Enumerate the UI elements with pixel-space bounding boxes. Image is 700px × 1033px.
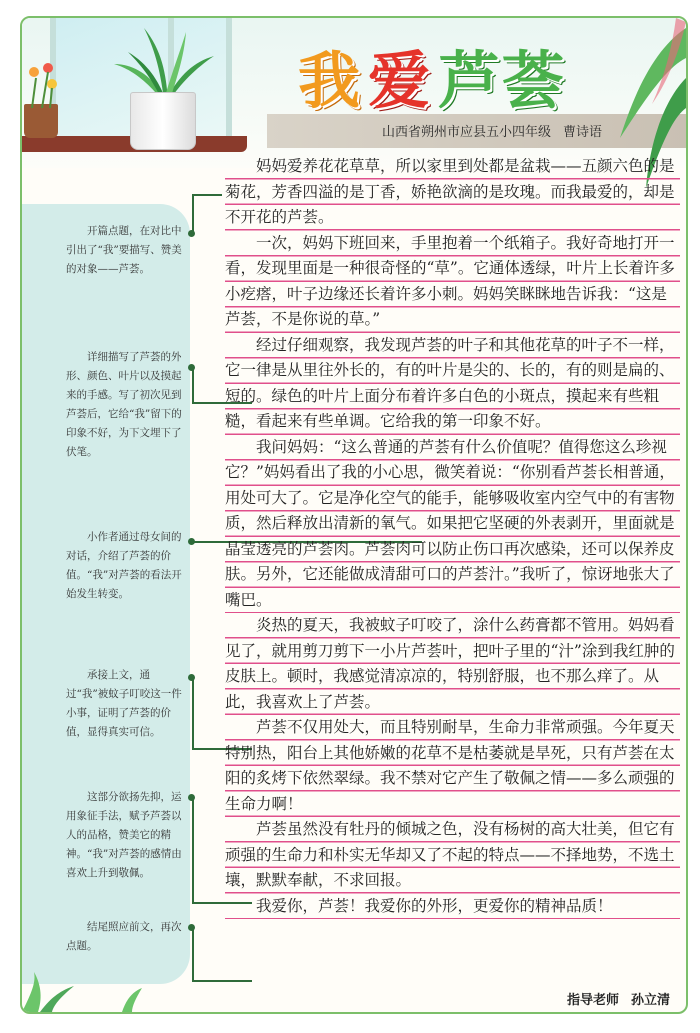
white-flower-pot xyxy=(130,92,196,150)
connector-line xyxy=(192,194,194,234)
magazine-page xyxy=(20,16,688,1014)
article-title xyxy=(267,36,597,117)
connector-line xyxy=(192,678,194,748)
paragraph-6: 芦荟不仅用处大，而且特别耐旱，生命力非常顽强。今年夏天特别热，阳台上其他娇嫩的花草不是枯萎就是旱死，只有芦荟在太阳的炙烤下依然翠绿。我不禁对它产生了敬佩之情——多么顽强的生命力啊！ xyxy=(225,715,680,817)
teacher-label: 指导老师 xyxy=(566,993,619,1008)
flower-icon xyxy=(22,58,62,108)
paragraph-2: 一次，妈妈下班回来，手里抱着一个纸箱子。我好奇地打开一看，发现里面是一种很奇怪的“草”。它通体透绿，叶片上长着许多小疙瘩，叶子边缘还长着许多小刺。妈妈笑眯眯地告诉我：“这是芦荟，不是你说的草。” xyxy=(225,231,680,333)
annotation-5: 这部分欲扬先抑，运用象征手法，赋予芦荟以人的品格，赞美它的精神。“我”对芦荟的感情由喜欢上升到敬佩。 xyxy=(66,791,182,879)
byline-author: 曹诗语 xyxy=(562,125,602,140)
teacher-credit xyxy=(555,989,670,1008)
connector-line xyxy=(192,194,222,196)
connector-line xyxy=(192,368,194,402)
title-part-2: 爱 xyxy=(367,43,432,117)
connector-line xyxy=(192,980,252,982)
aloe-plant-icon xyxy=(114,28,214,100)
paragraph-7: 芦荟虽然没有牡丹的倾城之色，没有杨树的高大壮美，但它有顽强的生命力和朴实无华却又了不起的特点——不择地势，不选土壤，默默奉献，不求回报。 xyxy=(225,817,680,894)
paragraph-5: 炎热的夏天，我被蚊子叮咬了，涂什么药膏都不管用。妈妈看见了，就用剪刀剪下一小片芦荟叶，把叶子里的“汁”涂到我红肿的皮肤上。顿时，我感觉清凉凉的，特别舒服，也不那么痒了。从此，我喜欢上了芦荟。 xyxy=(225,613,680,715)
title-part-1: 我 xyxy=(297,43,362,117)
annotation-2: 详细描写了芦荟的外形、颜色、叶片以及摸起来的手感。写了初次见到芦荟后，它给“我”留下的印象不好，为下文埋下了伏笔。 xyxy=(66,351,182,458)
byline-school: 山西省朔州市应县五小四年级 xyxy=(381,125,551,140)
teacher-name: 孙立清 xyxy=(630,993,670,1008)
annotation-1: 开篇点题，在对比中引出了“我”要描写、赞美的对象——芦荟。 xyxy=(66,225,182,275)
title-part-3: 芦荟 xyxy=(438,43,567,117)
article-body xyxy=(225,154,680,919)
annotation-6: 结尾照应前文，再次点题。 xyxy=(66,921,182,952)
connector-line xyxy=(192,928,194,980)
grass-decoration-icon xyxy=(22,972,142,1012)
connector-line xyxy=(192,798,194,902)
paragraph-8: 我爱你，芦荟！我爱你的外形，更爱你的精神品质！ xyxy=(225,894,680,920)
byline xyxy=(282,121,602,143)
annotation-3: 小作者通过母女间的对话，介绍了芦荟的价值。“我”对芦荟的看法开始发生转变。 xyxy=(66,531,182,600)
flower-pot-icon xyxy=(24,104,58,138)
paragraph-1: 妈妈爱养花花草草，所以家里到处都是盆栽——五颜六色的是菊花，芳香四溢的是丁香，娇艳欲滴的是玫瑰。而我最爱的，却是不开花的芦荟。 xyxy=(225,154,680,231)
annotation-4: 承接上文，通过“我”被蚊子叮咬这一件小事，证明了芦荟的价值，显得真实可信。 xyxy=(66,669,182,738)
paragraph-4: 我问妈妈：“这么普通的芦荟有什么价值呢？值得您这么珍视它？”妈妈看出了我的小心思，微笑着说：“你别看芦荟长相普通，用处可大了。它是净化空气的能手，能够吸收室内空气中的有害物质，然后释放出清新的氧气。如果把它坚硬的外表剥开，里面就是晶莹透亮的芦荟肉。芦荟肉可以防止伤口再次感染，还可以保养皮肤。另外，它还能做成清甜可口的芦荟汁。”我听了，惊讶地张大了嘴巴。 xyxy=(225,435,680,614)
paragraph-3: 经过仔细观察，我发现芦荟的叶子和其他花草的叶子不一样，它一律是从里往外长的，有的叶片是尖的、长的，有的则是扁的、短的。绿色的叶片上面分布着许多白色的小斑点，摸起来有些粗糙，看起来有些单调。它给我的第一印象不好。 xyxy=(225,333,680,435)
